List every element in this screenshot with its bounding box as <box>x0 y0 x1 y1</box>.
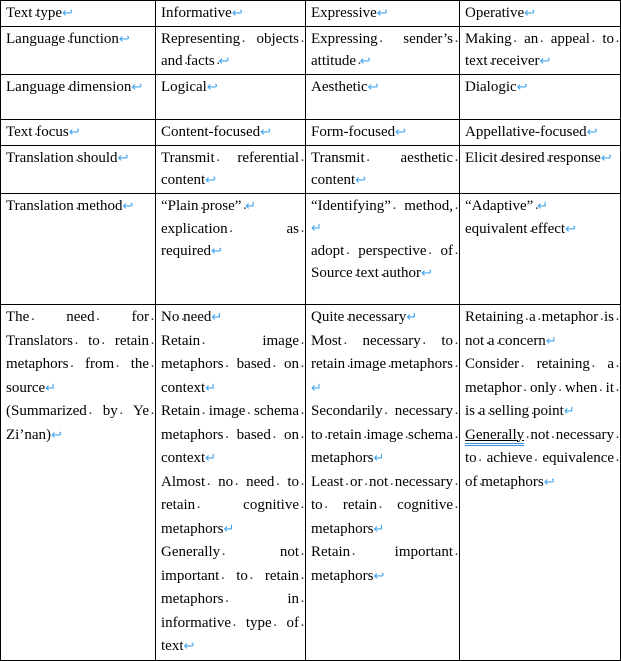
line-break-icon: ↵ <box>563 404 575 419</box>
space-dot-mark <box>323 497 343 513</box>
space-dot-mark <box>590 356 607 372</box>
table-cell[interactable] <box>306 120 460 146</box>
paragraph: No · need↵ <box>161 306 299 330</box>
table-cell[interactable] <box>306 1 460 27</box>
table-cell[interactable] <box>460 75 621 120</box>
space-dot-mark <box>377 497 397 513</box>
space-dot-mark <box>598 309 604 325</box>
space-dot-mark <box>524 427 530 443</box>
space-dot-mark <box>241 198 245 214</box>
space-dot-mark <box>74 150 78 166</box>
paragraph-mark-icon: ↩ <box>205 173 217 188</box>
space-dot-mark <box>523 309 529 325</box>
paragraph-mark-icon: ↩ <box>586 125 598 140</box>
space-dot-mark <box>199 198 203 214</box>
paragraph-mark-icon: ↩ <box>373 568 385 584</box>
table-row <box>1 305 621 661</box>
paragraph: Dialogic↩ <box>465 79 528 95</box>
space-dot-mark <box>488 53 492 69</box>
row-header-need-to-retain-metaphors[interactable] <box>1 305 156 661</box>
space-dot-mark <box>363 474 370 490</box>
paragraph: Translation · should↩ <box>6 147 149 170</box>
paragraph: Informative↩ <box>161 5 243 21</box>
paragraph-mark-icon: ↩ <box>118 32 130 47</box>
space-dot-mark <box>219 568 236 584</box>
space-dot-mark <box>215 53 219 69</box>
space-dot-mark <box>590 31 602 47</box>
paragraph: Almost · no · need · to retain· cognitive metaphors↵ <box>161 471 299 542</box>
paragraph-mark-icon: ↩ <box>50 427 62 443</box>
paragraph-mark-icon: ↩ <box>210 244 222 259</box>
line-break-icon: ↵ <box>373 521 385 537</box>
paragraph: Elicit · desired· response↩ <box>465 147 614 170</box>
paragraph: Retain · image metaphors · based· on context↵ <box>161 330 299 401</box>
paragraph-mark-icon: ↩ <box>376 6 388 21</box>
paragraph: Retain · image· schema metaphors· based · on context↵ <box>161 400 299 471</box>
paragraph-mark-icon: ↩ <box>543 474 555 490</box>
line-break-icon: ↵ <box>311 380 322 396</box>
space-dot-mark <box>379 265 383 281</box>
grammar-check-underlined-word[interactable]: Generally <box>465 427 524 446</box>
table-cell[interactable] <box>460 1 621 27</box>
space-dot-mark <box>343 474 350 490</box>
space-dot-mark <box>87 403 103 419</box>
space-dot-mark <box>73 333 88 349</box>
space-dot-mark <box>362 427 367 443</box>
paragraph-mark-icon: ↩ <box>420 266 432 281</box>
paragraph: equivalent · effect↩ <box>465 218 614 241</box>
space-dot-mark <box>356 53 360 69</box>
table-row <box>1 27 621 75</box>
line-break-icon: ↵ <box>373 451 385 466</box>
paragraph-mark-icon: ↩ <box>218 54 230 69</box>
paragraph: Making · an· appeal · to text· receiver↩ <box>465 28 614 73</box>
table-cell[interactable] <box>306 146 460 194</box>
paragraph-mark-icon: ↩ <box>367 80 379 95</box>
space-dot-mark <box>95 309 132 325</box>
table-cell[interactable] <box>460 146 621 194</box>
space-dot-mark <box>29 309 66 325</box>
paragraph: Text · focus↩ <box>6 121 149 144</box>
paragraph: Quite · necessary↵ <box>311 306 453 330</box>
paragraph: Language · function↩ <box>6 28 149 51</box>
paragraph: Consider · retaining· a metaphor · only· when · it is · a· selling · point↵ <box>465 353 614 424</box>
space-dot-mark <box>550 427 556 443</box>
space-dot-mark <box>344 309 348 325</box>
space-dot-mark <box>529 403 533 419</box>
paragraph: (Summarized · by· Ye Zi’nan)↩ <box>6 400 149 447</box>
space-dot-mark <box>179 309 183 325</box>
paragraph-mark-icon: ↩ <box>117 151 129 166</box>
space-dot-mark <box>498 150 502 166</box>
space-dot-mark <box>421 333 442 349</box>
space-dot-mark <box>495 333 499 349</box>
table-cell[interactable] <box>156 146 306 194</box>
table-cell[interactable] <box>460 305 621 661</box>
row-header-text-type[interactable] <box>1 1 156 27</box>
space-dot-mark <box>215 150 238 166</box>
paragraph-mark-icon: ↩ <box>131 80 143 95</box>
table-cell[interactable] <box>306 194 460 305</box>
space-dot-mark <box>32 5 36 21</box>
space-dot-mark <box>391 198 404 214</box>
space-dot-mark <box>240 31 256 47</box>
table-row <box>1 75 621 120</box>
paragraph: Appellative-focused↩ <box>465 124 598 140</box>
paragraph: Transmit· referential content↩ <box>161 147 299 192</box>
line-break-icon: ↵ <box>45 380 57 396</box>
line-break-icon: ↵ <box>406 310 418 325</box>
row-header-text-focus[interactable] <box>1 120 156 146</box>
paragraph: Generally · not important · to· retain metaphors· in informative· type · of text↩ <box>161 541 299 659</box>
space-dot-mark <box>233 474 246 490</box>
space-dot-mark <box>65 79 69 95</box>
paragraph: Generally · not· necessary to · achieve · equivalence of· metaphors↩ <box>465 424 614 495</box>
paragraph-mark-icon: ↩ <box>206 80 218 95</box>
space-dot-mark <box>532 450 542 466</box>
table-row <box>1 146 621 194</box>
paragraph-mark-icon: ↩ <box>122 199 134 214</box>
paragraph: Expressing· sender’s attitude · ↩ <box>311 28 453 73</box>
paragraph-mark-icon: ↩ <box>600 151 612 166</box>
paragraph-mark-icon: ↩ <box>231 6 243 21</box>
paragraph: adopt · perspective· of Source · text· author↩ <box>311 240 453 285</box>
space-dot-mark <box>597 380 605 396</box>
table-cell[interactable] <box>460 27 621 75</box>
space-dot-mark <box>205 474 218 490</box>
space-dot-mark <box>545 150 549 166</box>
space-dot-mark <box>527 221 531 237</box>
space-dot-mark <box>477 450 487 466</box>
row-header-translation-should[interactable] <box>1 146 156 194</box>
paragraph-mark-icon: ↩ <box>183 639 195 654</box>
table-cell[interactable] <box>156 120 306 146</box>
line-break-icon: ↵ <box>205 380 217 396</box>
space-dot-mark <box>195 497 243 513</box>
line-break-icon: ↵ <box>545 333 557 349</box>
line-break-icon: ↵ <box>245 199 257 214</box>
paragraph: Secondarily· necessary to · retain · image· schema metaphors↵ <box>311 400 453 471</box>
space-dot-mark <box>118 403 133 419</box>
table-cell[interactable] <box>460 194 621 305</box>
paragraph-mark-icon: ↩ <box>524 6 536 21</box>
table-cell[interactable] <box>156 27 306 75</box>
paragraph: Retaining · a· metaphor · is not· a · concern↵ <box>465 306 614 353</box>
table-row <box>1 1 621 27</box>
paragraph: Retain · important metaphors↩ <box>311 541 453 588</box>
space-dot-mark <box>68 356 85 372</box>
space-dot-mark <box>388 474 395 490</box>
paragraph: explication · as required↩ <box>161 218 299 263</box>
space-dot-mark <box>200 403 209 419</box>
space-dot-mark <box>536 309 542 325</box>
paragraph-mark-icon: ↩ <box>68 125 80 140</box>
space-dot-mark <box>475 403 479 419</box>
space-dot-mark <box>512 31 524 47</box>
table-cell[interactable] <box>156 305 306 661</box>
paragraph: “Plain · prose”· ↵ <box>161 195 299 218</box>
space-dot-mark <box>272 615 287 631</box>
paragraph-mark-icon: ↩ <box>359 54 371 69</box>
space-dot-mark <box>403 427 408 443</box>
paragraph: Most · necessary· to retain · image· metaphors ↵ <box>311 330 453 401</box>
space-dot-mark <box>485 403 489 419</box>
table-cell[interactable] <box>156 1 306 27</box>
paragraph: Least · or · not· necessary to · retain · cognitive metaphors↵ <box>311 471 453 542</box>
space-dot-mark <box>342 333 363 349</box>
space-dot-mark <box>65 31 69 47</box>
paragraph-mark-icon: ↩ <box>260 125 272 140</box>
line-break-icon: ↵ <box>205 451 217 466</box>
paragraph: Operative↩ <box>465 5 536 21</box>
space-dot-mark <box>74 198 78 214</box>
space-dot-mark <box>386 356 390 372</box>
space-dot-mark <box>522 380 530 396</box>
paragraph-mark-icon: ↩ <box>395 125 407 140</box>
line-break-icon: ↵ <box>223 521 235 537</box>
paragraph-mark-icon: ↩ <box>62 6 73 21</box>
paragraph-mark-icon: ↩ <box>355 173 367 188</box>
table-cell[interactable] <box>156 75 306 120</box>
table-row <box>1 120 621 146</box>
space-dot-mark <box>248 568 265 584</box>
space-dot-mark <box>223 427 236 443</box>
line-break-icon: ↵ <box>211 310 223 325</box>
table-cell[interactable] <box>156 194 306 305</box>
space-dot-mark <box>323 427 328 443</box>
table-cell[interactable] <box>306 305 460 661</box>
space-dot-mark <box>533 198 537 214</box>
space-dot-mark <box>32 124 36 140</box>
space-dot-mark <box>383 403 395 419</box>
paragraph: Language· dimension↩ <box>6 76 149 99</box>
space-dot-mark <box>245 403 254 419</box>
space-dot-mark <box>557 380 565 396</box>
space-dot-mark <box>345 356 349 372</box>
space-dot-mark <box>538 31 550 47</box>
paragraph: Translation · method↩ <box>6 195 149 218</box>
space-dot-mark <box>220 544 280 560</box>
row-header-language-dimension[interactable] <box>1 75 156 120</box>
paragraph-mark-icon: ↩ <box>539 54 551 69</box>
space-dot-mark <box>271 427 284 443</box>
table-row <box>1 194 621 305</box>
space-dot-mark <box>100 333 115 349</box>
space-dot-mark <box>274 474 287 490</box>
paragraph: “Adaptive” · ↵ <box>465 195 614 218</box>
row-header-language-function[interactable] <box>1 27 156 75</box>
space-dot-mark <box>478 474 482 490</box>
line-break-icon: ↵ <box>537 199 548 214</box>
paragraph: Aesthetic↩ <box>311 79 379 95</box>
paragraph: Content-focused↩ <box>161 124 272 140</box>
paragraph: Text · type↩ <box>6 2 149 25</box>
space-dot-mark <box>183 53 187 69</box>
row-header-translation-method[interactable] <box>1 194 156 305</box>
paragraph: Representing· objects and · facts · ↩ <box>161 28 299 73</box>
paragraph: Transmit · aesthetic content↩ <box>311 147 453 192</box>
space-dot-mark <box>228 221 287 237</box>
space-dot-mark <box>271 356 284 372</box>
paragraph: Form-focused↩ <box>311 124 407 140</box>
paragraph: “Identifying”· method, ↵ <box>311 195 453 240</box>
space-dot-mark <box>114 356 131 372</box>
paragraph: The · need · for Translators · to· retain metaphors· from · the source↵ <box>6 306 149 400</box>
line-break-icon: ↵ <box>311 221 322 236</box>
space-dot-mark <box>350 544 395 560</box>
space-dot-mark <box>200 333 262 349</box>
table-cell[interactable] <box>460 120 621 146</box>
space-dot-mark <box>365 150 401 166</box>
space-dot-mark <box>484 333 488 349</box>
table-cell[interactable] <box>306 27 460 75</box>
space-dot-mark <box>223 356 236 372</box>
paragraph: Logical↩ <box>161 79 218 95</box>
space-dot-mark <box>519 356 536 372</box>
paragraph-mark-icon: ↩ <box>516 80 528 95</box>
space-dot-mark <box>344 243 358 259</box>
space-dot-mark <box>353 265 357 281</box>
space-dot-mark <box>378 31 404 47</box>
space-dot-mark <box>223 591 287 607</box>
space-dot-mark <box>427 243 441 259</box>
paragraph-mark-icon: ↩ <box>565 222 577 237</box>
paragraph: Expressive↩ <box>311 5 388 21</box>
table-cell[interactable] <box>306 75 460 120</box>
space-dot-mark <box>231 615 246 631</box>
